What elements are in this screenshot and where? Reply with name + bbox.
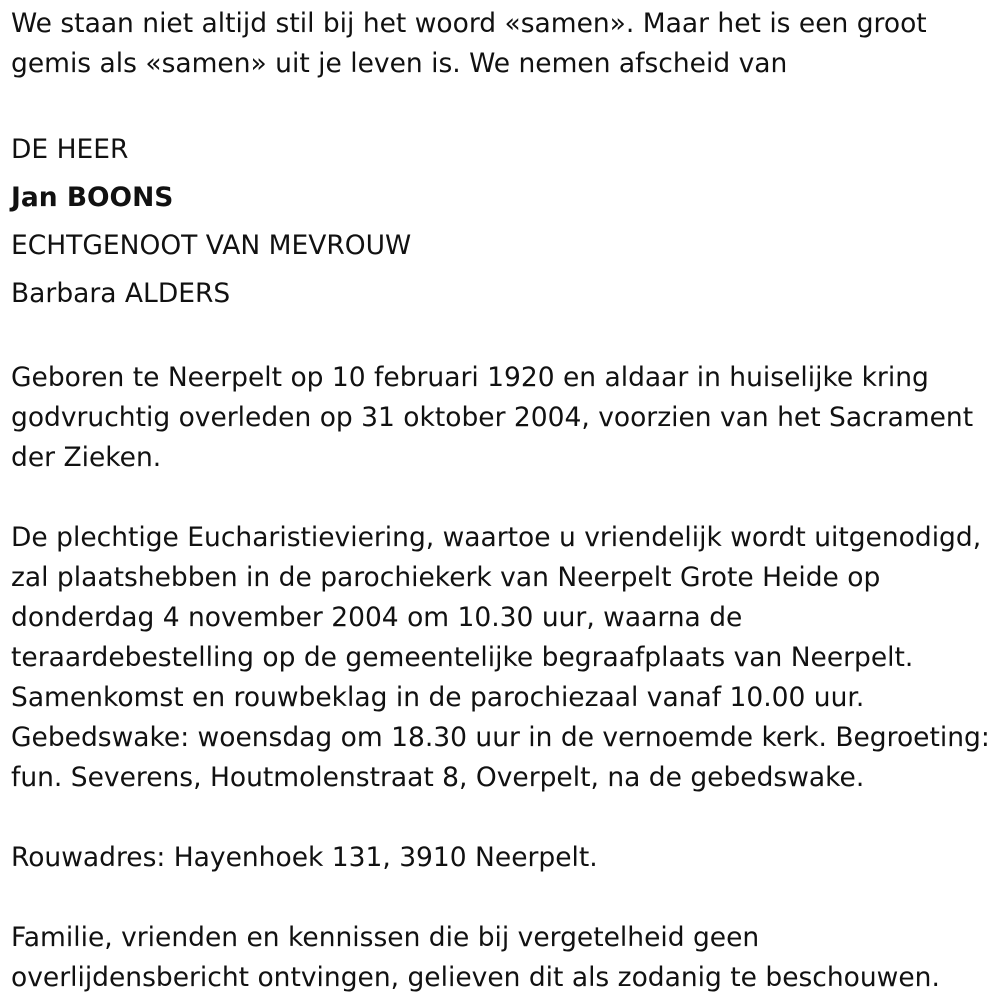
ceremony-line: fun. Severens, Houtmolenstraat 8, Overpelt, na de gebedswake. xyxy=(11,762,865,793)
birth-death-line: godvruchtig overleden op 31 oktober 2004, voorzien van het Sacrament xyxy=(11,402,974,433)
ceremony-line: zal plaatshebben in de parochiekerk van Neerpelt Grote Heide op xyxy=(11,562,881,593)
deceased-name-block xyxy=(11,126,996,318)
obituary-notice xyxy=(11,0,996,998)
birth-death-line: Geboren te Neerpelt op 10 februari 1920 en aldaar in huiselijke kring xyxy=(11,362,929,393)
honorific-title: DE HEER xyxy=(11,134,129,165)
mourning-address-line: Rouwadres: Hayenhoek 131, 3910 Neerpelt. xyxy=(11,842,598,873)
closing-paragraph xyxy=(11,918,996,998)
closing-line: overlijdensbericht ontvingen, gelieven dit als zodanig te beschouwen. xyxy=(11,962,940,993)
intro-line: We staan niet altijd stil bij het woord «samen». Maar het is een groot xyxy=(11,8,927,39)
ceremony-line: teraardebestelling op de gemeentelijke begraafplaats van Neerpelt. xyxy=(11,642,914,673)
spacer xyxy=(11,318,996,358)
spacer xyxy=(11,878,996,918)
relation-label: ECHTGENOOT VAN MEVROUW xyxy=(11,230,412,261)
spacer xyxy=(11,84,996,124)
ceremony-line: Gebedswake: woensdag om 18.30 uur in de vernoemde kerk. Begroeting: xyxy=(11,722,990,753)
deceased-name: Jan BOONS xyxy=(11,182,174,213)
mourning-address xyxy=(11,838,996,878)
spacer xyxy=(11,478,996,518)
birth-death-paragraph xyxy=(11,358,996,478)
ceremony-line: Samenkomst en rouwbeklag in de parochiezaal vanaf 10.00 uur. xyxy=(11,682,865,713)
spacer xyxy=(11,798,996,838)
ceremony-line: donderdag 4 november 2004 om 10.30 uur, waarna de xyxy=(11,602,743,633)
intro-paragraph xyxy=(11,4,996,84)
ceremony-paragraph xyxy=(11,518,996,798)
intro-line: gemis als «samen» uit je leven is. We nemen afscheid van xyxy=(11,48,788,79)
birth-death-line: der Zieken. xyxy=(11,442,162,473)
spouse-name: Barbara ALDERS xyxy=(11,278,231,309)
ceremony-line: De plechtige Eucharistieviering, waartoe u vriendelijk wordt uitgenodigd, xyxy=(11,522,982,553)
closing-line: Familie, vrienden en kennissen die bij vergetelheid geen xyxy=(11,922,760,953)
